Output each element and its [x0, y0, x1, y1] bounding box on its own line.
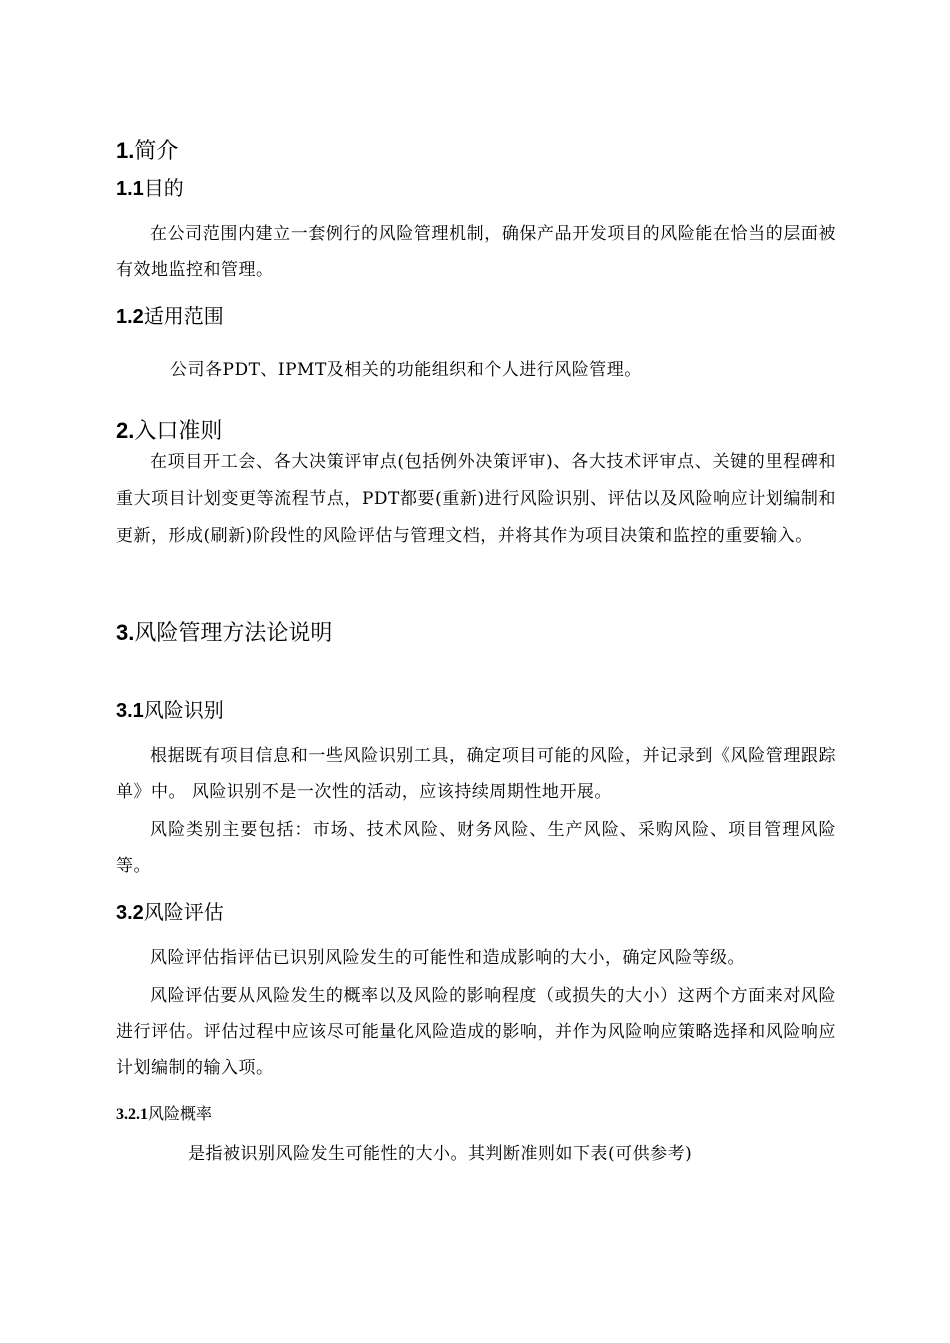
heading-text: 入口准则 [134, 419, 223, 444]
paragraph-assessment-1: 风险评估指评估已识别风险发生的可能性和造成影响的大小，确定风险等级。 [150, 948, 745, 968]
heading-text: 适用范围 [143, 304, 224, 328]
heading-number: 3.2.1 [116, 1106, 148, 1123]
paragraph-purpose: 在公司范围内建立一套例行的风险管理机制，确保产品开发项目的风险能在恰当的层面被有效地监控和管理。 [116, 224, 836, 280]
heading-number: 1.1 [116, 178, 144, 200]
paragraph-probability: 是指被识别风险发生可能性的大小。其判断准则如下表(可供参考) [188, 1144, 693, 1164]
paragraph-entry-criteria: 在项目开工会、各大决策评审点(包括例外决策评审)、各大技术评审点、关键的里程碑和重大项目计划变更等流程节点，PDT都要(重新)进行风险识别、评估以及风险响应计划编制和更新，形成(刷新)阶段性的风险评估与管理文档，并将其作为项目决策和监控的重要输入。 [116, 452, 836, 546]
paragraph-identification-2: 风险类别主要包括：市场、技术风险、财务风险、生产风险、采购风险、项目管理风险等。 [116, 820, 836, 876]
heading-text: 风险识别 [143, 698, 224, 722]
heading-text: 简介 [134, 139, 179, 164]
heading-number: 1. [116, 138, 135, 163]
heading-1-1-purpose [116, 178, 184, 199]
paragraph-identification-1: 根据既有项目信息和一些风险识别工具，确定项目可能的风险，并记录到《风险管理跟踪单》中。 风险识别不是一次性的活动，应该持续周期性地开展。 [116, 746, 836, 802]
heading-text: 风险评估 [143, 900, 224, 924]
heading-3-methodology [116, 622, 332, 645]
paragraph-assessment-2: 风险评估要从风险发生的概率以及风险的影响程度（或损失的大小）这两个方面来对风险进行评估。评估过程中应该尽可能量化风险造成的影响，并作为风险响应策略选择和风险响应计划编制的输入项。 [116, 986, 836, 1078]
heading-number: 3. [116, 620, 135, 645]
heading-3-2-assessment [116, 902, 224, 923]
heading-text: 风险管理方法论说明 [134, 621, 333, 646]
paragraph-scope: 公司各PDT、IPMT及相关的功能组织和个人进行风险管理。 [170, 360, 642, 380]
heading-text: 目的 [143, 176, 184, 200]
heading-number: 3.1 [116, 700, 144, 722]
heading-number: 2. [116, 418, 135, 443]
heading-1-intro [116, 140, 178, 163]
heading-3-2-1-probability [116, 1106, 212, 1123]
heading-3-1-identification [116, 700, 224, 721]
heading-text: 风险概率 [148, 1104, 213, 1123]
heading-number: 1.2 [116, 306, 144, 328]
heading-number: 3.2 [116, 902, 144, 924]
heading-1-2-scope [116, 306, 224, 327]
heading-2-entry-criteria [116, 420, 222, 443]
